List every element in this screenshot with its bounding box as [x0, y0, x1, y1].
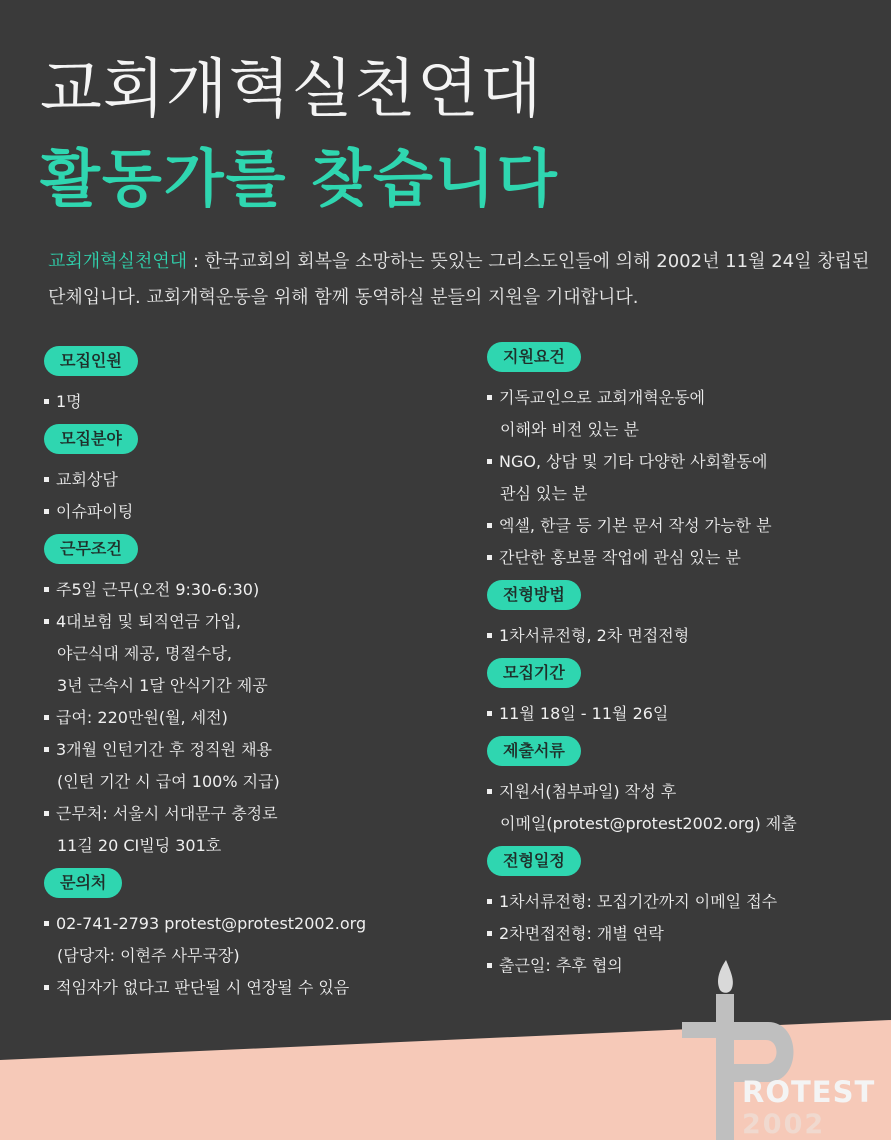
list-item — [44, 464, 464, 496]
list-item — [487, 918, 877, 950]
bullet-square-icon — [44, 619, 49, 624]
section-left-1 — [44, 424, 464, 528]
list-item-text: 급여: 220만원(월, 세전) — [56, 708, 228, 727]
bullet-square-icon — [487, 555, 492, 560]
section-label-pill: 문의처 — [44, 868, 122, 898]
section-label-pill: 근무조건 — [44, 534, 138, 564]
section-label-pill: 전형방법 — [487, 580, 581, 610]
list-item-text: 출근일: 추후 협의 — [499, 956, 623, 975]
list-item — [487, 698, 877, 730]
list-item-text: 간단한 홍보물 작업에 관심 있는 분 — [499, 548, 741, 567]
bullet-square-icon — [44, 509, 49, 514]
list-item-continuation: (담당자: 이현주 사무국장) — [57, 946, 240, 965]
list-item — [487, 542, 877, 574]
bullet-square-icon — [44, 985, 49, 990]
list-item-text: 4대보험 및 퇴직연금 가입, — [56, 612, 242, 631]
list-item — [44, 386, 464, 418]
section-left-3 — [44, 868, 464, 1004]
right-column — [487, 342, 877, 988]
intro-text: : 한국교회의 회복을 소망하는 뜻있는 그리스도인들에 의해 2002년 11월 24일 창립된 단체입니다. 교회개혁운동을 위해 함께 동역하실 분들의 지원을 기대합니다. — [48, 251, 870, 308]
list-item-continuation: 11길 20 CI빌딩 301호 — [57, 836, 222, 855]
title-org-name: 교회개혁실천연대 — [40, 53, 543, 127]
list-item-text: 1명 — [56, 392, 82, 411]
intro-org-name: 교회개혁실천연대 — [48, 251, 188, 272]
list-item — [44, 606, 464, 702]
section-right-1 — [487, 580, 877, 652]
bullet-square-icon — [487, 931, 492, 936]
list-item-text: 이슈파이팅 — [56, 502, 134, 521]
list-item-text: 교회상담 — [56, 470, 118, 489]
list-item-continuation: 야근식대 제공, 명절수당, — [57, 644, 232, 663]
bullet-square-icon — [44, 399, 49, 404]
list-item — [487, 446, 877, 510]
section-right-2 — [487, 658, 877, 730]
list-item-text: 엑셀, 한글 등 기본 문서 작성 가능한 분 — [499, 516, 772, 535]
bullet-square-icon — [487, 899, 492, 904]
list-item — [44, 908, 464, 972]
bullet-square-icon — [487, 711, 492, 716]
list-item-text: 1차서류전형, 2차 면접전형 — [499, 626, 690, 645]
section-label-pill: 지원요건 — [487, 342, 581, 372]
list-item-continuation: 관심 있는 분 — [500, 484, 588, 503]
list-item-continuation: 이해와 비전 있는 분 — [500, 420, 639, 439]
bullet-square-icon — [44, 477, 49, 482]
section-right-3 — [487, 736, 877, 840]
list-item-continuation: (인턴 기간 시 급여 100% 지급) — [57, 772, 280, 791]
bullet-square-icon — [487, 459, 492, 464]
bullet-square-icon — [44, 747, 49, 752]
list-item — [44, 798, 464, 862]
list-item — [44, 496, 464, 528]
title-headline: 활동가를 찾습니다 — [40, 142, 559, 215]
p-bowl-shape — [734, 1022, 794, 1082]
bullet-square-icon — [44, 811, 49, 816]
list-item-text: 11월 18일 - 11월 26일 — [499, 704, 669, 723]
list-item-continuation: 3년 근속시 1달 안식기간 제공 — [57, 676, 268, 695]
section-left-2 — [44, 534, 464, 862]
bullet-square-icon — [44, 921, 49, 926]
bullet-square-icon — [487, 523, 492, 528]
list-item — [487, 510, 877, 542]
bullet-square-icon — [487, 963, 492, 968]
logo-text-year: 2002 — [742, 1109, 826, 1140]
list-item — [44, 574, 464, 606]
list-item-continuation: 이메일(protest@protest2002.org) 제출 — [500, 814, 797, 833]
list-item-text: 지원서(첨부파일) 작성 후 — [499, 782, 677, 801]
section-label-pill: 모집기간 — [487, 658, 581, 688]
candle-flame-icon — [718, 960, 733, 993]
section-label-pill: 전형일정 — [487, 846, 581, 876]
bullet-square-icon — [487, 395, 492, 400]
list-item-text: 기독교인으로 교회개혁운동에 — [499, 388, 706, 407]
list-item — [487, 382, 877, 446]
list-item-text: 적임자가 없다고 판단될 시 연장될 수 있음 — [56, 978, 350, 997]
bullet-square-icon — [44, 587, 49, 592]
list-item-text: NGO, 상담 및 기타 다양한 사회활동에 — [499, 452, 768, 471]
list-item — [44, 702, 464, 734]
cross-vertical-bar — [716, 994, 734, 1140]
list-item — [487, 620, 877, 652]
list-item — [44, 972, 464, 1004]
list-item-text: 02-741-2793 protest@protest2002.org — [56, 914, 367, 933]
list-item-text: 1차서류전형: 모집기간까지 이메일 접수 — [499, 892, 778, 911]
section-label-pill: 모집분야 — [44, 424, 138, 454]
list-item-text: 2차면접전형: 개별 연락 — [499, 924, 664, 943]
logo-text-rotest: ROTEST — [742, 1075, 876, 1109]
intro-paragraph — [48, 244, 878, 316]
section-label-pill: 모집인원 — [44, 346, 138, 376]
list-item — [487, 776, 877, 840]
list-item-text: 3개월 인턴기간 후 정직원 채용 — [56, 740, 272, 759]
bullet-square-icon — [487, 633, 492, 638]
list-item-text: 근무처: 서울시 서대문구 충정로 — [56, 804, 278, 823]
bullet-square-icon — [44, 715, 49, 720]
list-item — [44, 734, 464, 798]
section-right-0 — [487, 342, 877, 574]
list-item-text: 주5일 근무(오전 9:30-6:30) — [56, 580, 260, 599]
bullet-square-icon — [487, 789, 492, 794]
section-label-pill: 제출서류 — [487, 736, 581, 766]
list-item — [487, 886, 877, 918]
section-left-0 — [44, 346, 464, 418]
left-column — [44, 346, 464, 1010]
